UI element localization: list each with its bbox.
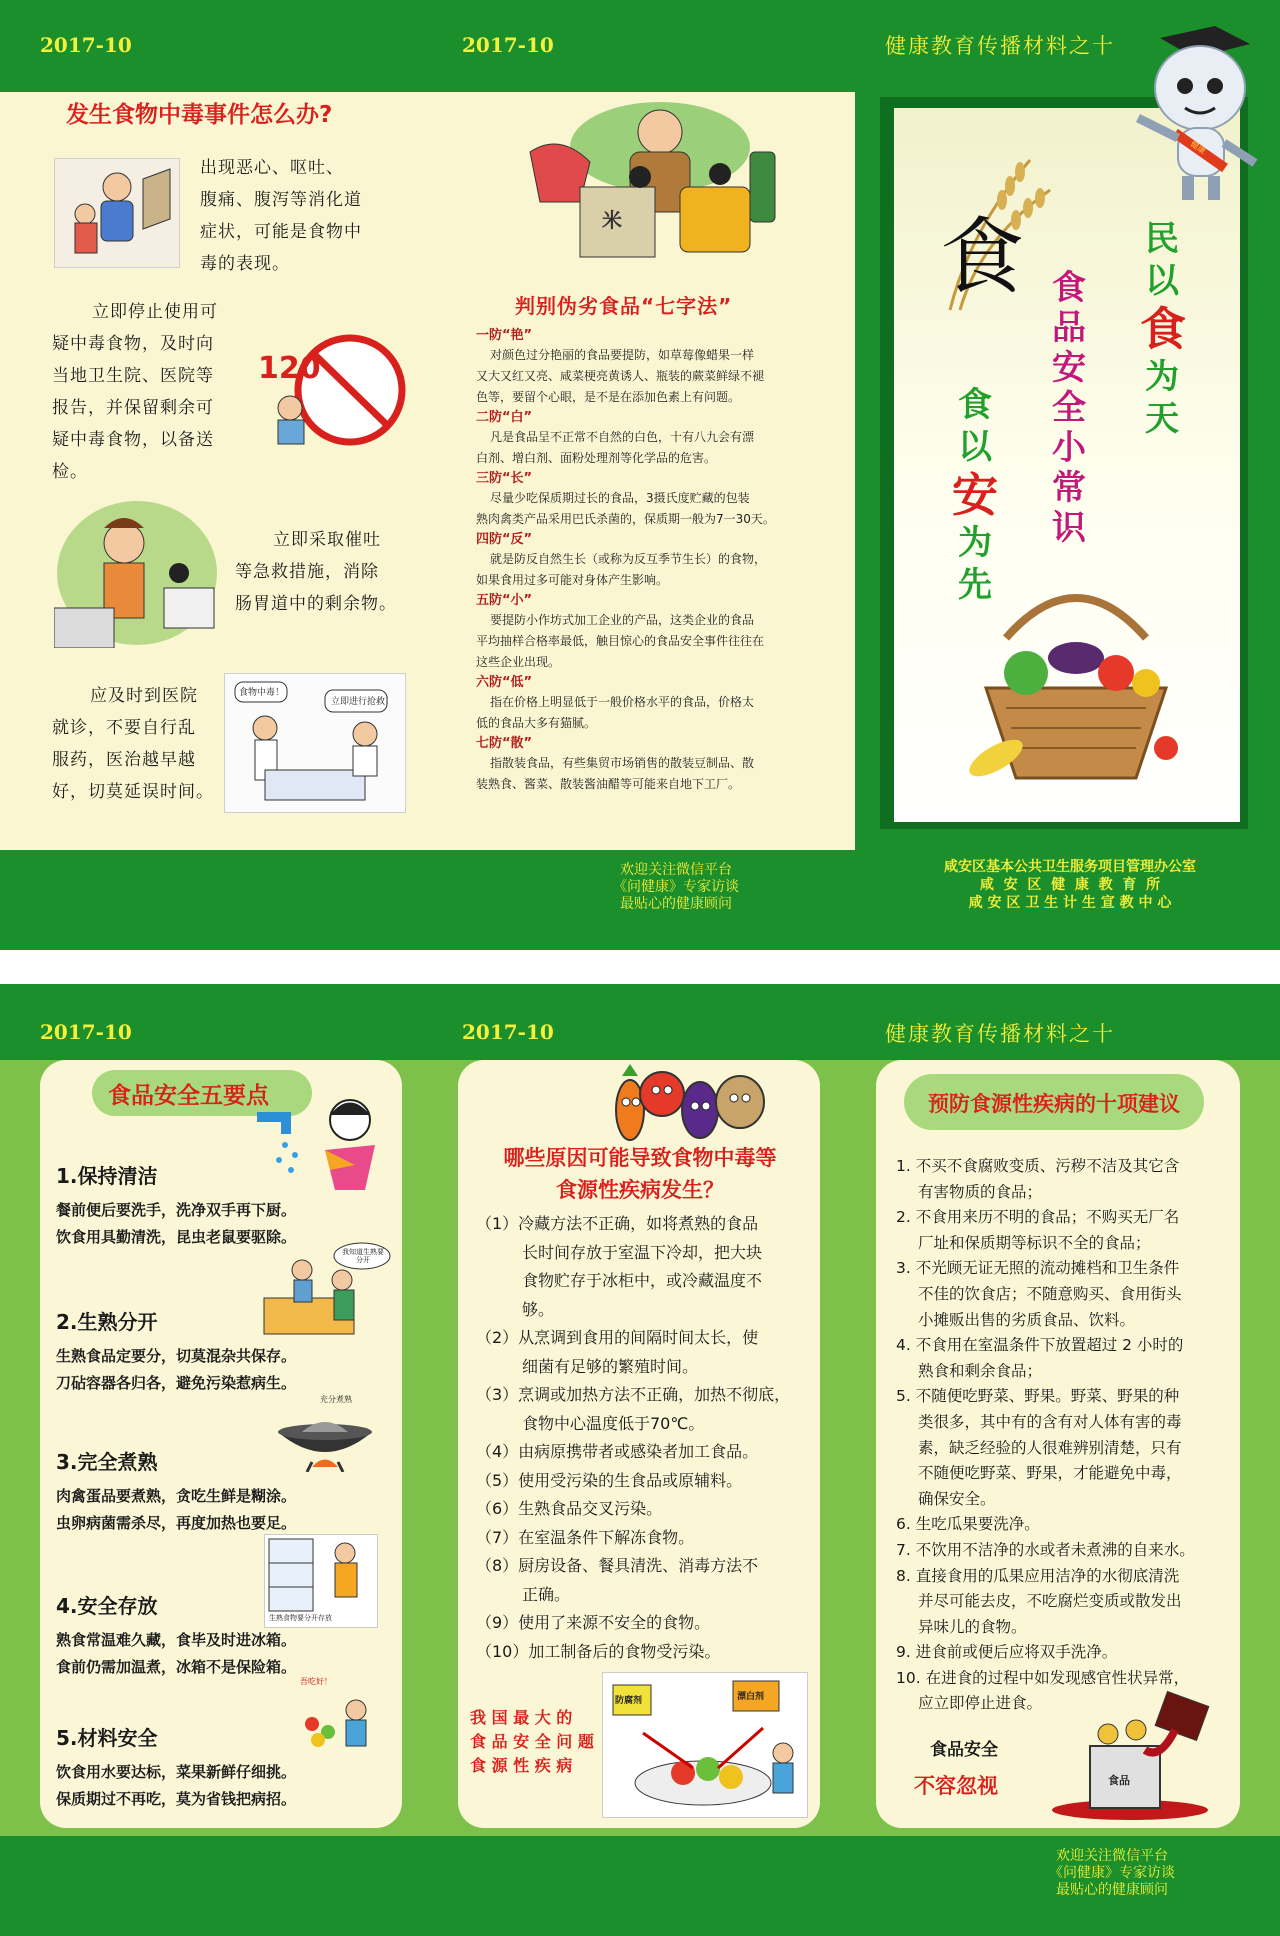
point-title: 4.安全存放 [56,1594,158,1618]
rule-heading: 五防“小” [476,593,533,608]
text-line: 检。 [52,462,88,482]
text-line: 毒的表现。 [200,254,290,274]
image-caption: 吾吃好！ [300,1677,332,1686]
text-line: 出现恶心、呕吐、 [200,158,344,178]
text-line: 等急救措施，消除 [235,562,379,582]
text-line: 疑中毒食物，及时向 [52,334,214,354]
safety-point [56,1446,396,1537]
list-item: 类很多，其中有的含有对人体有害的毒 [918,1412,1182,1431]
point-line: 生熟食品定要分，切莫混杂共保存。 [56,1347,297,1365]
text-line: 服药，医治越早越 [52,750,196,770]
panel-title: 判别伪劣食品“七字法” [515,294,733,318]
list-item: 熟食和剩余食品； [918,1361,1043,1380]
rule-line: 色等，要留个心眼，是不是在添加色素上有问题。 [476,390,741,404]
point-line: 肉禽蛋品要煮熟，贪吃生鲜是糊涂。 [56,1487,297,1505]
list-item: 2. 不食用来历不明的食品；不购买无厂名 [896,1208,1180,1227]
slogan-char: 为 [1145,357,1179,397]
text-line: 症状，可能是食物中 [200,222,362,242]
safety-point [56,1306,396,1397]
organizer-line: 咸 安 区 健 康 教 育 所 [979,877,1161,893]
list-item: （3）烹调或加热方法不正确，加热不彻底， [476,1385,791,1404]
safety-point [56,1722,396,1813]
illustration-fake-food-thieves [520,92,804,264]
point-line: 餐前便后要洗手，洗净双手再下厨。 [56,1201,297,1219]
slogan-char: 小 [1052,428,1086,468]
list-item: 厂址和保质期等标识不全的食品； [918,1233,1151,1252]
series-title: 健康教育传播材料之十 [885,34,1115,58]
series-title: 健康教育传播材料之十 [885,1022,1115,1046]
list-item: 长时间存放于室温下冷却，把大块 [522,1242,763,1262]
rule-line: 白剂、增白剂、面粉处理剂等化学品的危害。 [476,451,717,465]
list-item: 7. 不饮用不洁净的水或者未煮沸的自来水。 [896,1540,1195,1559]
safety-point [56,1160,396,1251]
list-item: 不随便吃野菜、野果，才能避免中毒， [918,1464,1182,1483]
date-label: 2017-10 [462,1020,554,1044]
list-item: 10. 在进食的过程中如发现感官性状异常， [896,1668,1190,1687]
list-item: 小摊贩出售的劣质食品、饮料。 [918,1310,1136,1329]
slogan-vertical [950,384,1000,606]
illustration-hospital [224,673,406,813]
slogan-char: 以 [958,427,992,467]
point-line: 食前仍需加温煮，冰箱不是保险箱。 [56,1658,297,1676]
point-title: 1.保持清洁 [56,1164,158,1188]
slogan-char: 全 [1052,388,1086,428]
rule-line: 对颜色过分艳丽的食品要提防，如草莓像蜡果一样 [490,348,755,362]
svg-text:120: 120 [258,351,321,386]
rule-line: 又大又红又亮、咸菜梗亮黄诱人、瓶装的蕨菜鲜绿不褪 [476,369,765,383]
text-line: 肠胃道中的剩余物。 [235,594,397,614]
date-label: 2017-10 [462,33,554,57]
list-item: （10）加工制备后的食物受污染。 [476,1641,721,1661]
image-caption: 漂白剂 [737,1692,765,1702]
list-item: 有害物质的食品； [918,1182,1043,1201]
title-line: 食源性疾病发生？ [556,1178,724,1202]
list-item: 5. 不随便吃野菜、野果。野菜、野果的种 [896,1387,1180,1406]
mascot-graduate [1120,18,1270,208]
safety-point [56,1590,396,1681]
list-item: 应立即停止进食。 [918,1694,1043,1713]
date-label: 2017-10 [40,33,132,57]
slogan-char: 为 [958,523,992,563]
list-item: （4）由病原携带者或感染者加工食品。 [476,1442,759,1461]
rule-line: 就是防反自然生长（或称为反互季节生长）的食物， [490,552,767,566]
badge-text: 食品安全 [930,1740,998,1760]
image-caption: 充分煮熟 [320,1395,352,1404]
calligraphy-shi: 食 [940,208,1025,306]
can-label: 食品 [1108,1774,1130,1787]
rule-heading: 一防“艳” [476,328,533,343]
side-note [470,1706,600,1778]
rule-line: 平均抽样合格率最低，触目惊心的食品安全事件往往在 [476,634,765,648]
rule-heading: 七防“散” [476,736,533,751]
card-title: 食品安全五要点 [108,1083,269,1109]
slogan-char: 品 [1052,308,1086,348]
slogan-char: 天 [1145,399,1179,439]
list-item: （1）冷藏方法不正确，如将煮熟的食品 [476,1214,759,1233]
list-item: 够。 [522,1299,555,1319]
rule-line: 这些企业出现。 [476,655,561,669]
slogan-char: 食 [1052,268,1086,308]
illustration-vomiting-man [54,498,220,648]
rule-line: 凡是食品呈不正常不自然的白色，十有八九会有漂 [490,430,755,444]
list-item: 1. 不买不食腐败变质、污秽不洁及其它含 [896,1157,1180,1175]
text-line: 就诊，不要自行乱 [52,718,196,738]
wechat-promo [596,862,756,913]
point-title: 3.完全煮熟 [56,1450,158,1474]
illustration-report-120 [250,328,410,448]
advice-list [896,1154,1230,1717]
organizer-line: 咸 安 区 卫 生 计 生 宣 教 中 心 [968,895,1172,911]
image-caption: 生熟食物要分开存放 [269,1614,332,1622]
list-item: 3. 不光顾无证无照的流动摊档和卫生条件 [896,1259,1180,1278]
list-item: 食物中心温度低于70℃。 [522,1413,705,1433]
rule-line: 指在价格上明显低于一般价格水平的食品，价格太 [490,695,755,709]
rule-line: 指散装食品，有些集贸市场销售的散装豆制品、散 [490,756,755,770]
wechat-line: 最贴心的健康顾问 [620,896,732,912]
rule-heading: 六防“低” [476,675,533,690]
text-line: 好，切莫延误时间。 [52,782,214,802]
text-line: 应及时到医院 [90,686,198,706]
title-line: 哪些原因可能导致食物中毒等 [503,1146,777,1170]
text-line: 立即停止使用可 [92,302,218,322]
list-item: （5）使用受污染的生食品或原辅料。 [476,1470,743,1490]
image-caption: 防腐剂 [615,1696,643,1706]
slogan-vertical [1140,218,1184,440]
point-title: 5.材料安全 [56,1726,158,1750]
rule-heading: 四防“反” [476,532,533,547]
text-line: 腹痛、腹泻等消化道 [200,190,362,210]
text-line: 疑中毒食物，以备送 [52,430,214,450]
point-line: 饮食用水要达标，菜果新鲜仔细挑。 [56,1763,297,1781]
sash-text: 健康 [1188,139,1208,156]
rule-line: 熟肉禽类产品采用巴氏杀菌的，保质期一般为7一30天。 [476,512,775,526]
organizer-block [905,858,1235,912]
list-item: 6. 生吃瓜果要洗净。 [896,1515,1040,1534]
slogan-char: 常 [1052,468,1086,508]
list-item: （6）生熟食品交叉污染。 [476,1499,663,1518]
slogan-char: 识 [1052,508,1086,548]
slogan-char: 安 [1052,348,1086,388]
wechat-line: 《问健康》专家访谈 [613,879,739,895]
text-line: 立即采取催吐 [273,530,381,550]
list-item: 确保安全。 [918,1489,996,1508]
vegetable-characters [600,1062,770,1142]
list-item: （8）厨房设备、餐具清洗、消毒方法不 [476,1556,759,1575]
vegetable-basket [966,578,1186,788]
badge-text: 不容忽视 [914,1774,998,1798]
organizer-line: 咸安区基本公共卫生服务项目管理办公室 [944,859,1196,875]
side-note-line: 我 国 最 大 的 [470,1708,573,1727]
list-item: 素，缺乏经验的人很难辨别清楚，只有 [918,1438,1182,1457]
seven-rules-list [476,326,826,795]
text-line: 报告，并保留剩余可 [52,398,214,418]
wechat-line: 欢迎关注微信平台 [620,862,732,878]
slogan-char: 安 [952,468,998,522]
slogan-char: 食 [1140,302,1186,356]
list-item: 细菌有足够的繁殖时间。 [522,1356,699,1376]
point-line: 保质期过不再吃，莫为省钱把病招。 [56,1790,297,1808]
point-title: 2.生熟分开 [56,1310,158,1334]
rule-line: 装熟食、酱菜、散装酱油醋等可能来自地下工厂。 [476,777,741,791]
card-title: 预防食源性疾病的十项建议 [928,1092,1180,1116]
date-label: 2017-10 [40,1020,132,1044]
wechat-line: 欢迎关注微信平台 [1056,1848,1168,1864]
list-item: （7）在室温条件下解冻食物。 [476,1527,695,1547]
slogan-char: 民 [1145,219,1179,259]
list-item: 并尽可能去皮，不吃腐烂变质或散发出 [918,1592,1182,1611]
side-note-line: 食 品 安 全 问 题 [470,1732,594,1751]
list-item: 9. 进食前或便后应将双手洗净。 [896,1643,1118,1662]
list-item: 4. 不食用在室温条件下放置超过 2 小时的 [896,1336,1184,1355]
speech-bubble-text: 食物中毒！ [239,688,285,698]
rule-line: 要提防小作坊式加工企业的产品，这类企业的食品 [490,613,755,627]
side-note-line: 食 源 性 疾 病 [470,1756,573,1775]
text-line: 当地卫生院、医院等 [52,366,214,386]
list-item: （9）使用了来源不安全的食物。 [476,1613,711,1632]
speech-bubble-text: 立即进行抢救！ [331,697,395,707]
list-item: （2）从烹调到食用的间隔时间太长，使 [476,1328,759,1347]
illustration-additives [602,1672,808,1818]
rule-line: 低的食品大多有猫腻。 [476,716,597,730]
list-item: 正确。 [522,1584,571,1604]
sack-label: 米 [602,208,622,232]
point-line: 熟食常温难久藏，食毕及时进冰箱。 [56,1631,297,1649]
slogan-char: 食 [958,385,992,425]
point-line: 虫卵病菌需杀尽，再度加热也要足。 [56,1514,297,1532]
list-item: 不佳的饮食店；不随意购买、食用街头 [918,1284,1182,1303]
illustration-sick-person [54,158,180,268]
slogan-vertical [1047,268,1091,548]
point-line: 刀砧容器各归各，避免污染惹病生。 [56,1374,297,1392]
slogan-char: 以 [1145,261,1179,301]
rule-heading: 二防“白” [476,410,533,425]
causes-list [476,1210,816,1666]
rule-line: 尽量少吃保质期过长的食品，3摄氏度贮藏的包装 [490,491,750,505]
list-item: 异味儿的食物。 [918,1617,1027,1636]
slogan-char: 先 [958,565,992,605]
panel-title: 发生食物中毒事件怎么办? [66,102,333,128]
wechat-promo [1012,1848,1212,1899]
rule-heading: 三防“长” [476,471,533,486]
rule-line: 如果食用过多可能对身体产生影响。 [476,573,669,587]
illustration-toxic-can [1050,1690,1210,1820]
speech-bubble-text: 我知道生熟要分开 [342,1248,384,1264]
point-line: 饮食用具勤清洗，昆虫老鼠要驱除。 [56,1228,297,1246]
wechat-line: 最贴心的健康顾问 [1056,1882,1168,1898]
card-title [470,1142,810,1206]
list-item: 8. 直接食用的瓜果应用洁净的水彻底清洗 [896,1566,1180,1585]
list-item: 食物贮存于冰柜中，或冷藏温度不 [522,1271,763,1290]
wechat-line: 《问健康》专家访谈 [1049,1865,1175,1881]
